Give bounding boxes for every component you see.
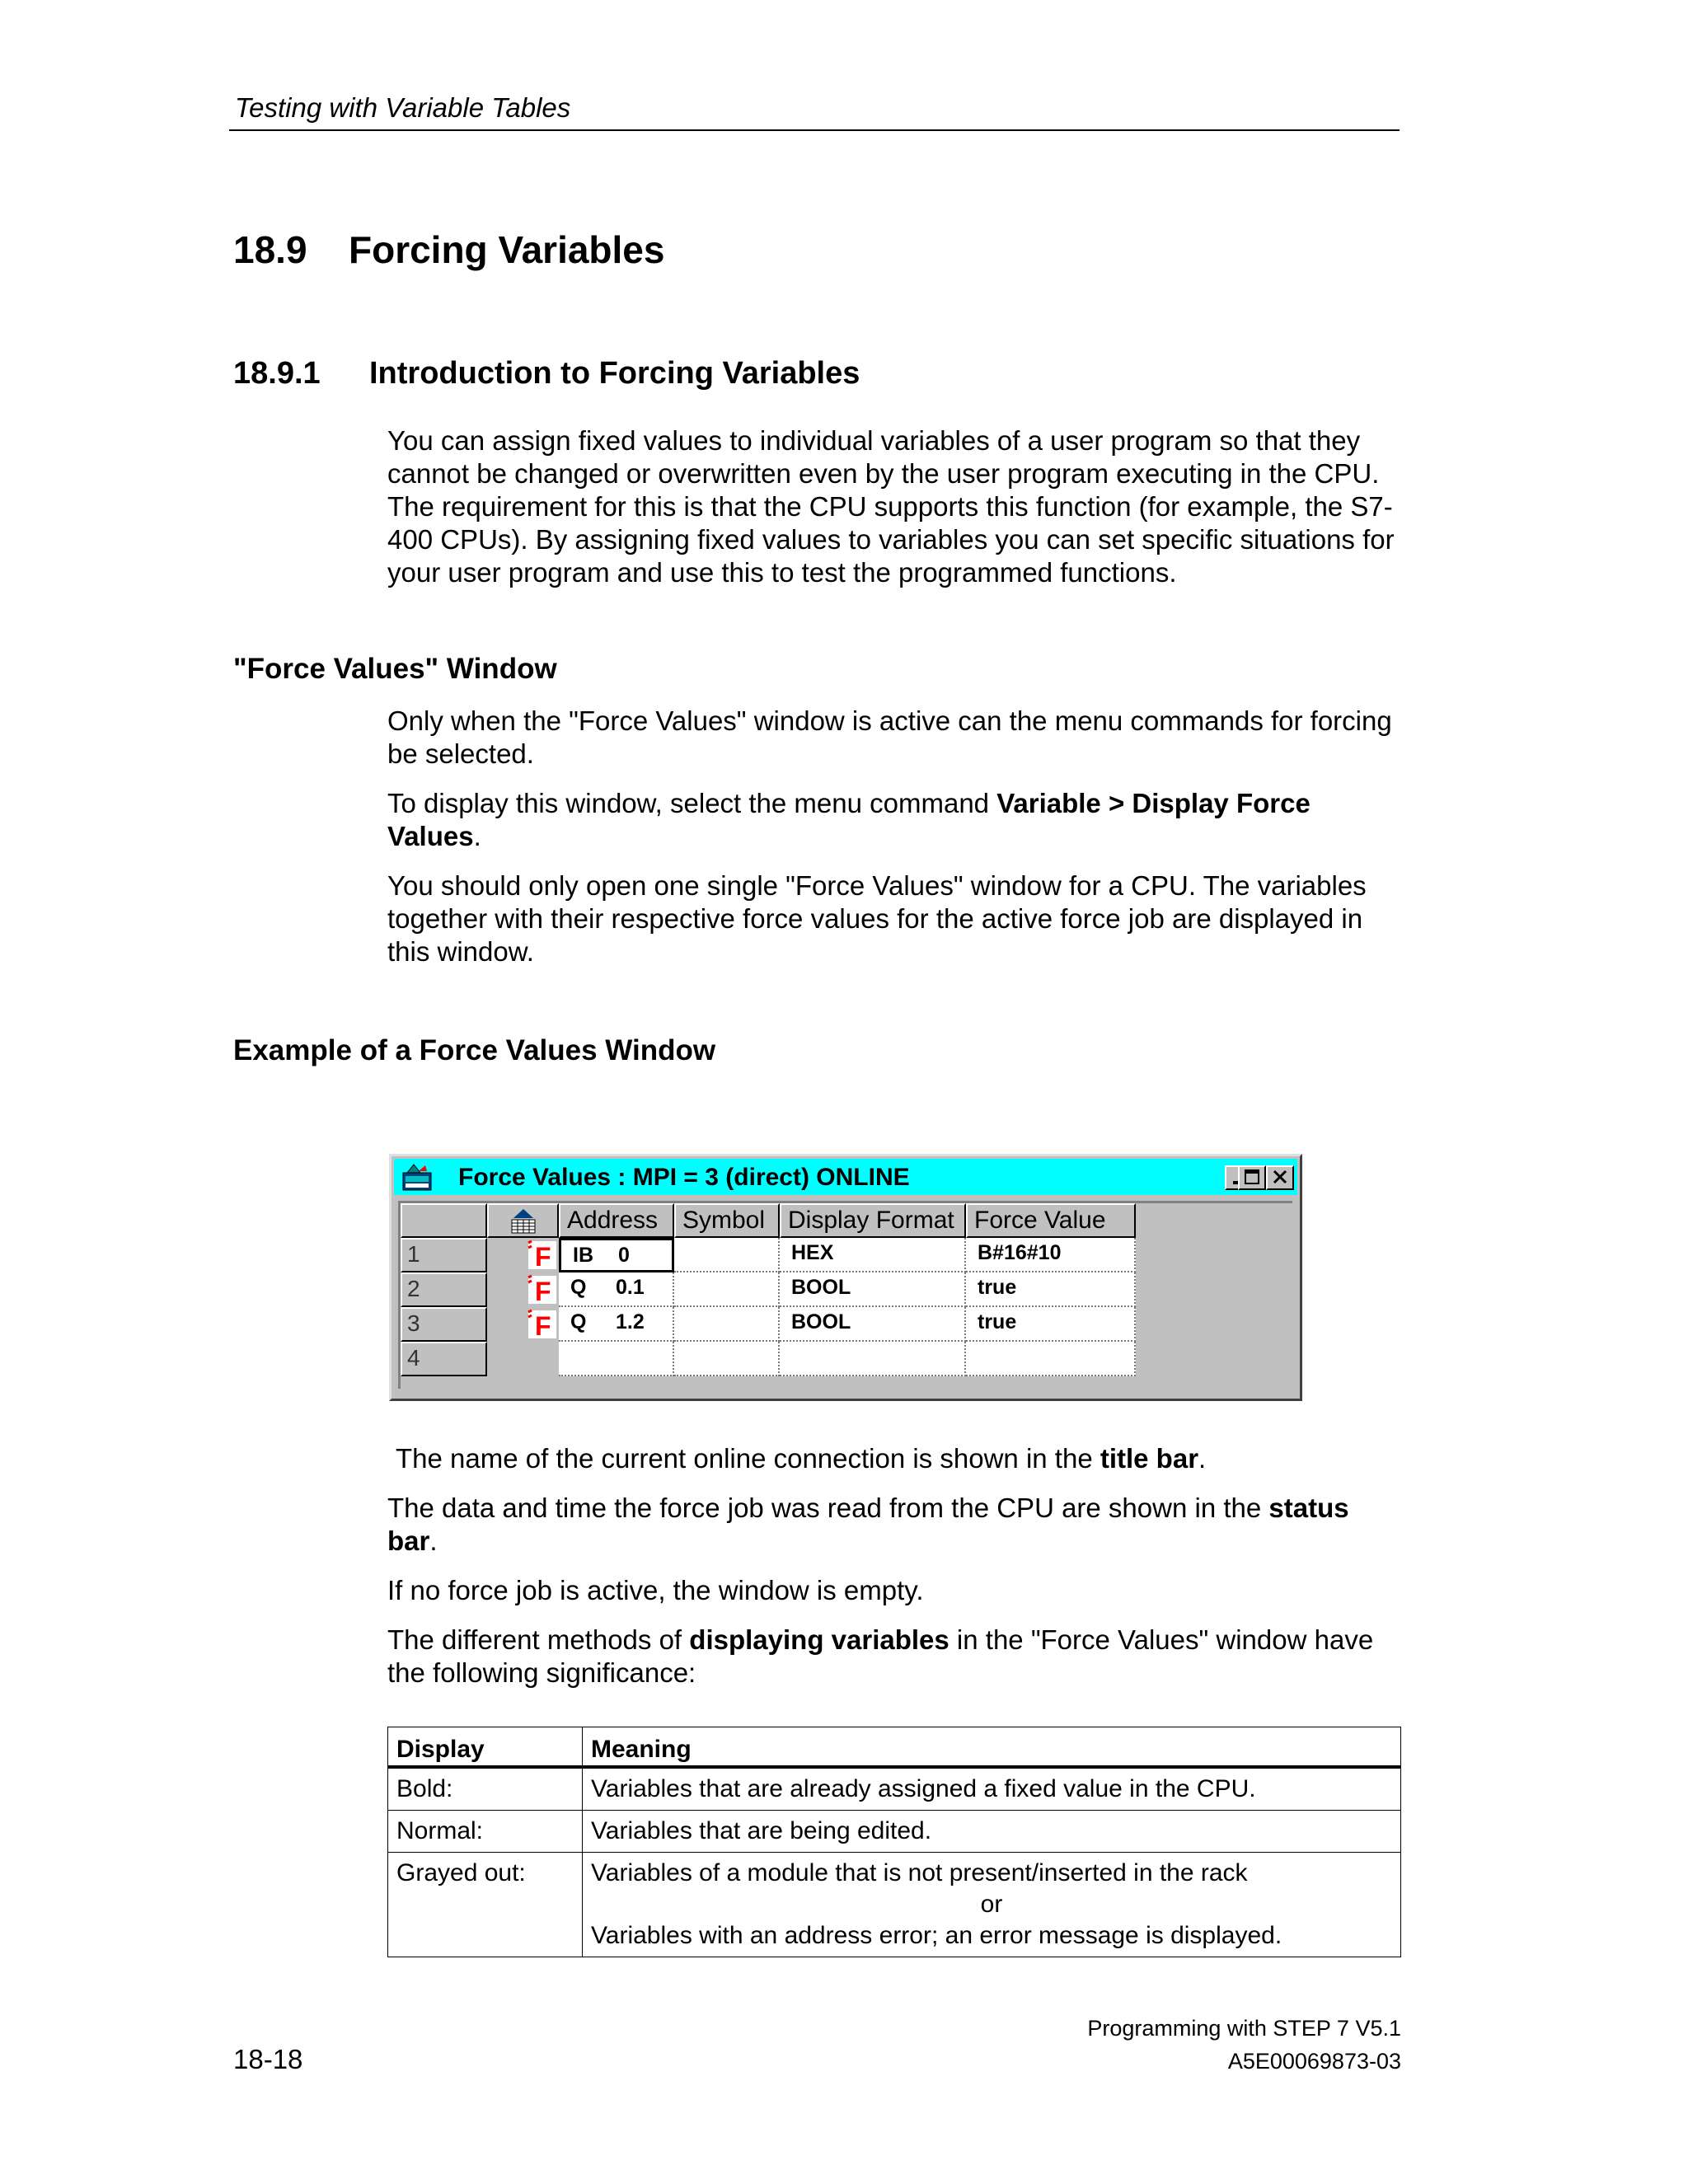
p2-text: To display this window, select the menu command (387, 788, 997, 818)
table-row (388, 1853, 1401, 1957)
section-heading (233, 227, 664, 272)
variable-table-icon (489, 1205, 555, 1236)
close-icon (1268, 1167, 1292, 1188)
after-p2-end: . (429, 1526, 438, 1556)
force-marker-cell (487, 1307, 559, 1342)
symbol-cell[interactable] (674, 1238, 780, 1272)
address-value: 0.1 (616, 1276, 645, 1299)
after-p2-text: The data and time the force job was read from the CPU are shown in the (387, 1493, 1269, 1523)
row-number[interactable]: 2 (401, 1272, 487, 1307)
force-values-grid (398, 1201, 1292, 1389)
column-header-display-format[interactable]: Display Format (780, 1203, 966, 1238)
subsection-number: 18.9.1 (233, 356, 321, 391)
menu-command: Variable > Display Force Values (387, 788, 1311, 851)
footer-product: Programming with STEP 7 V5.1 (1087, 2016, 1401, 2041)
display-meaning-table (387, 1727, 1401, 1957)
address-cell[interactable] (559, 1307, 674, 1342)
address-cell[interactable] (559, 1342, 674, 1376)
after-p4-text: The different methods of (387, 1624, 690, 1655)
force-marker-cell (487, 1238, 559, 1272)
after-p1-bold: title bar (1100, 1443, 1199, 1474)
address-operand: IB (573, 1244, 593, 1267)
after-p3: If no force job is active, the window is empty. (387, 1575, 924, 1605)
display-cell: Normal: (388, 1811, 583, 1853)
table-row (388, 1811, 1401, 1853)
address-value: 0 (618, 1244, 630, 1267)
display-format-cell[interactable]: HEX (780, 1238, 966, 1272)
force-marker-cell-empty (487, 1342, 559, 1376)
maximize-icon (1240, 1167, 1264, 1188)
table-header-row (388, 1727, 1401, 1768)
force-flag-icon (487, 1272, 559, 1307)
force-values-window (389, 1154, 1302, 1401)
force-value-cell[interactable]: true (966, 1272, 1136, 1307)
after-p1 (396, 1442, 1409, 1475)
corner-header[interactable] (401, 1203, 487, 1238)
column-header-force-value[interactable]: Force Value (966, 1203, 1136, 1238)
section-number: 18.9 (233, 228, 307, 271)
address-operand: Q (570, 1310, 587, 1333)
app-icon[interactable] (402, 1163, 432, 1191)
p2-end: . (473, 821, 481, 851)
header-rule (229, 129, 1400, 131)
symbol-cell[interactable] (674, 1272, 780, 1307)
force-marker-text: F (535, 1242, 551, 1272)
symbol-cell[interactable] (674, 1342, 780, 1376)
title-bar[interactable] (394, 1159, 1297, 1195)
after-p4 (387, 1624, 1401, 1690)
icon-column-header[interactable] (487, 1203, 559, 1238)
after-p1-text: The name of the current online connection is shown in the (396, 1443, 1100, 1474)
intro-paragraph: You can assign fixed values to individual variables of a user program so that they cannot be changed or overwritten even by the user program executing in the CPU. The requirement for this is that the CPU supports this function (for example, the S7-400 CPUs). By assigning fixed values to variables you can set specific situations for your user program and use this to test the programmed functions. (387, 425, 1395, 588)
force-marker-cell (487, 1272, 559, 1307)
after-p4-bold: displaying variables (689, 1624, 950, 1655)
force-flag-icon (487, 1238, 559, 1272)
meaning-line-1: Variables of a module that is not present/inserted in the rack (591, 1859, 1248, 1886)
after-p1-end: . (1198, 1443, 1207, 1474)
address-cell[interactable] (559, 1272, 674, 1307)
force-window-p3: You should only open one single "Force Values" window for a CPU. The variables together with their respective force values for the active force job are displayed in this window. (387, 870, 1367, 967)
after-p4-end: in the "Force Values" window have the following significance: (387, 1624, 1374, 1688)
table-header-display: Display (388, 1727, 583, 1768)
subsection-title: Introduction to Forcing Variables (369, 356, 860, 391)
meaning-or: or (980, 1891, 1003, 1918)
display-format-cell[interactable]: BOOL (780, 1272, 966, 1307)
display-format-cell[interactable]: BOOL (780, 1307, 966, 1342)
close-button[interactable] (1266, 1165, 1294, 1190)
meaning-cell (583, 1853, 1401, 1957)
running-header: Testing with Variable Tables (235, 92, 571, 123)
table-row (388, 1767, 1401, 1811)
force-window-p2 (387, 787, 1401, 853)
address-operand: Q (570, 1276, 587, 1299)
address-cell[interactable] (559, 1238, 674, 1272)
force-marker-text: F (535, 1311, 551, 1341)
table-header-meaning: Meaning (583, 1727, 1401, 1768)
column-header-symbol[interactable]: Symbol (674, 1203, 780, 1238)
row-number[interactable]: 1 (401, 1238, 487, 1272)
subsection-heading (233, 356, 860, 391)
force-flag-icon (487, 1307, 559, 1342)
row-number[interactable]: 4 (401, 1342, 487, 1376)
address-value: 1.2 (616, 1310, 645, 1333)
force-marker-text: F (535, 1277, 551, 1306)
section-title: Forcing Variables (349, 228, 665, 271)
force-value-cell[interactable]: B#16#10 (966, 1238, 1136, 1272)
after-p2 (387, 1492, 1401, 1558)
display-cell: Bold: (388, 1767, 583, 1811)
after-p2-bold: status bar (387, 1493, 1349, 1556)
meaning-cell: Variables that are already assigned a fixed value in the CPU. (583, 1767, 1401, 1811)
force-window-p1: Only when the "Force Values" window is active can the menu commands for forcing be selected. (387, 705, 1392, 769)
force-value-cell[interactable] (966, 1342, 1136, 1376)
meaning-line-2: Variables with an address error; an error message is displayed. (591, 1922, 1282, 1949)
window-title: Force Values : MPI = 3 (direct) ONLINE (458, 1164, 910, 1191)
example-heading: Example of a Force Values Window (233, 1034, 716, 1066)
footer-doc-id: A5E00069873-03 (1227, 2049, 1401, 2074)
symbol-cell[interactable] (674, 1307, 780, 1342)
force-value-cell[interactable]: true (966, 1307, 1136, 1342)
maximize-button[interactable] (1238, 1165, 1266, 1190)
column-header-address[interactable]: Address (559, 1203, 674, 1238)
display-format-cell[interactable] (780, 1342, 966, 1376)
display-cell: Grayed out: (388, 1853, 583, 1957)
force-window-heading: "Force Values" Window (233, 653, 557, 685)
row-number[interactable]: 3 (401, 1307, 487, 1342)
page-number: 18-18 (233, 2044, 303, 2074)
meaning-cell: Variables that are being edited. (583, 1811, 1401, 1853)
